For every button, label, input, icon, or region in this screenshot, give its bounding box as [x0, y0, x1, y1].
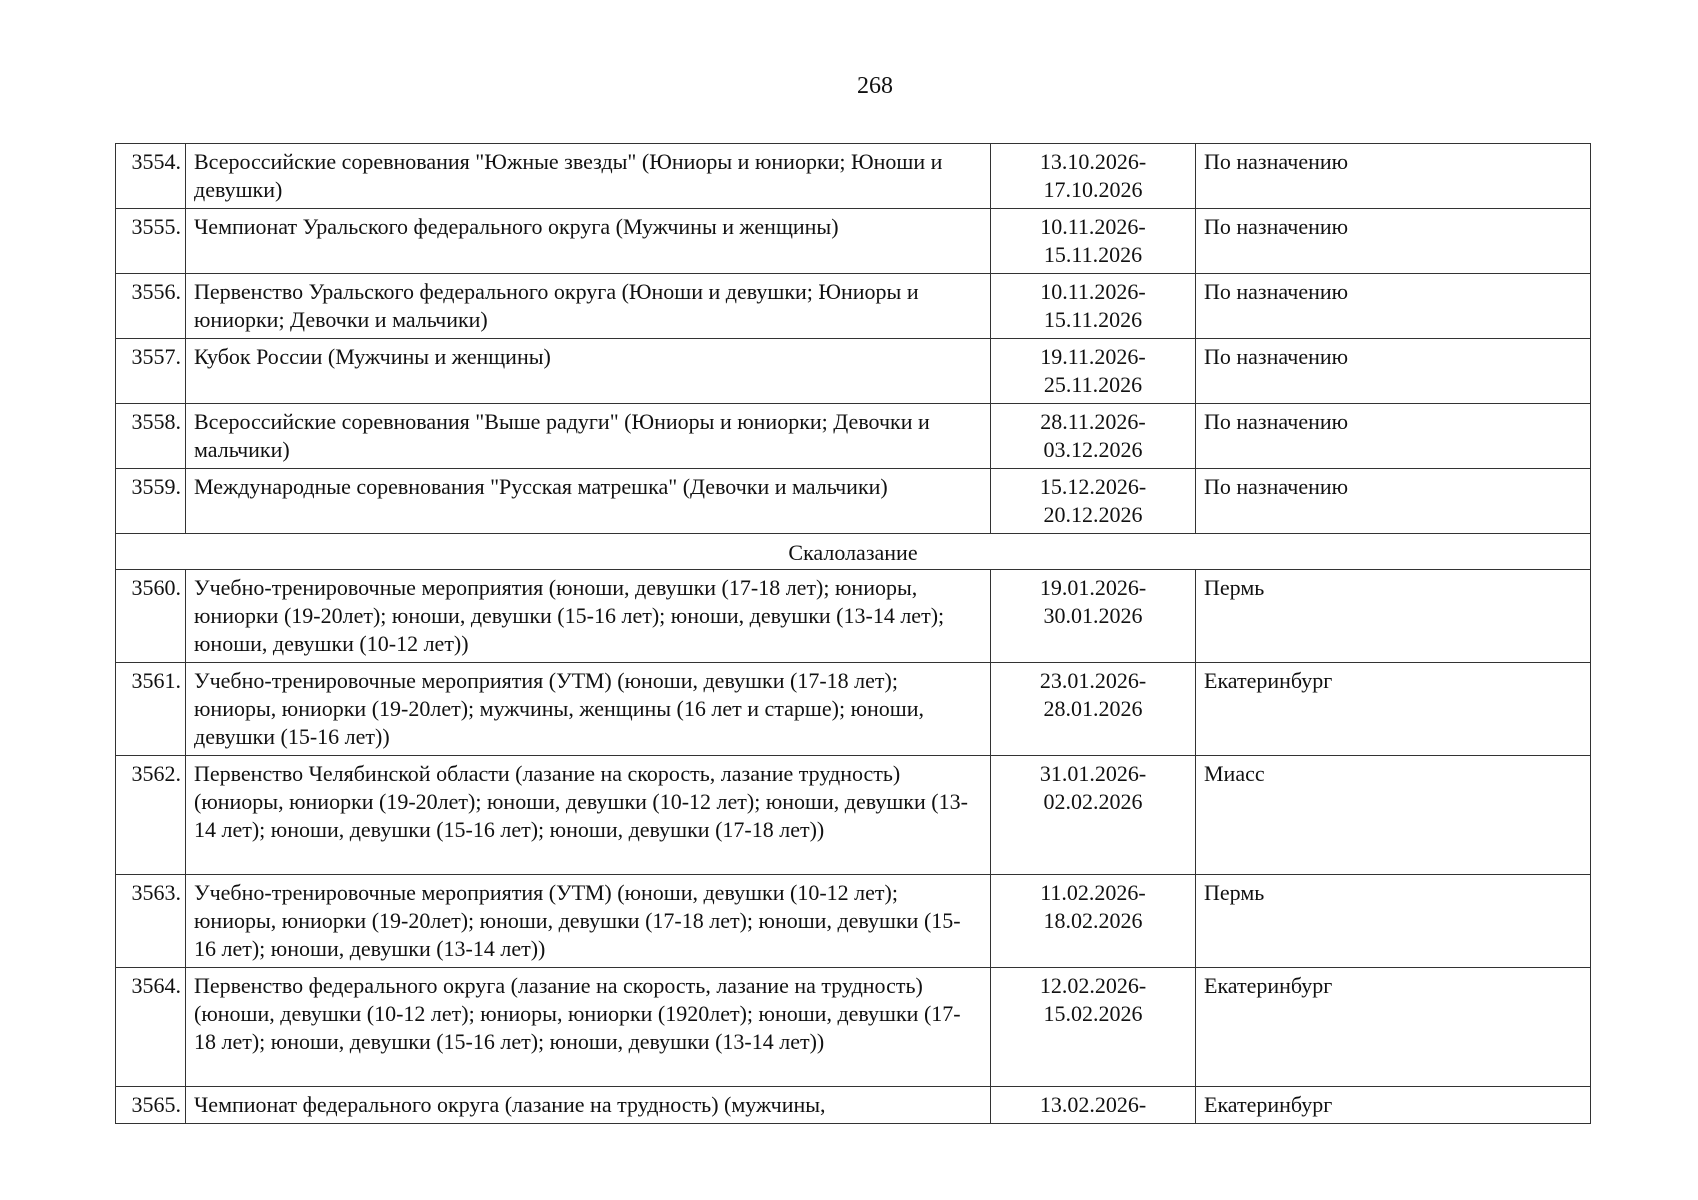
event-name: Всероссийские соревнования "Южные звезды" (Юниоры и юниорки; Юноши и девушки) — [186, 144, 991, 209]
table-row — [116, 663, 1591, 756]
table-row — [116, 875, 1591, 968]
event-dates — [991, 663, 1196, 756]
table-row — [116, 570, 1591, 663]
row-number: 3556. — [116, 274, 186, 339]
event-dates — [991, 875, 1196, 968]
event-dates — [991, 209, 1196, 274]
event-place: По назначению — [1196, 404, 1591, 469]
row-number: 3565. — [116, 1087, 186, 1124]
event-dates — [991, 274, 1196, 339]
table-row — [116, 339, 1591, 404]
event-name: Чемпионат федерального округа (лазание на трудность) (мужчины, — [186, 1087, 991, 1124]
date-end: 03.12.2026 — [1043, 437, 1143, 462]
date-start: 13.02.2026- — [1039, 1092, 1147, 1117]
event-name: Международные соревнования "Русская матрешка" (Девочки и мальчики) — [186, 469, 991, 534]
event-dates — [991, 570, 1196, 663]
event-place: По назначению — [1196, 274, 1591, 339]
event-name: Учебно-тренировочные мероприятия (УТМ) (юноши, девушки (10-12 лет); юниоры, юниорки (19-20лет); юноши, девушки (17-18 лет); юноши, девушки (15-16 лет); юноши, девушки (13-14 лет)) — [186, 875, 991, 968]
event-name: Кубок России (Мужчины и женщины) — [186, 339, 991, 404]
date-end: 25.11.2026 — [1043, 372, 1143, 397]
date-end: 18.02.2026 — [1043, 908, 1143, 933]
event-dates — [991, 469, 1196, 534]
date-start: 10.11.2026- — [1040, 279, 1146, 304]
event-place: По назначению — [1196, 469, 1591, 534]
date-start: 19.01.2026- — [1039, 575, 1147, 600]
event-dates — [991, 404, 1196, 469]
section-row — [116, 534, 1591, 570]
row-number: 3559. — [116, 469, 186, 534]
row-number: 3555. — [116, 209, 186, 274]
date-start: 28.11.2026- — [1040, 409, 1146, 434]
section-title: Скалолазание — [116, 534, 1591, 570]
date-end: 15.02.2026 — [1043, 1001, 1143, 1026]
table-row — [116, 144, 1591, 209]
row-number: 3554. — [116, 144, 186, 209]
table-row — [116, 274, 1591, 339]
row-number: 3557. — [116, 339, 186, 404]
date-start: 19.11.2026- — [1040, 344, 1146, 369]
row-number: 3560. — [116, 570, 186, 663]
table-row — [116, 1087, 1591, 1124]
row-number: 3563. — [116, 875, 186, 968]
event-place: Екатеринбург — [1196, 663, 1591, 756]
event-dates — [991, 1087, 1196, 1124]
date-end: 02.02.2026 — [1043, 789, 1143, 814]
event-name: Учебно-тренировочные мероприятия (юноши, девушки (17-18 лет); юниоры, юниорки (19-20лет); юноши, девушки (15-16 лет); юноши, девушки (13-14 лет); юноши, девушки (10-12 лет)) — [186, 570, 991, 663]
date-end: 17.10.2026 — [1043, 177, 1143, 202]
date-end: 15.11.2026 — [1043, 242, 1143, 267]
event-name: Первенство Челябинской области (лазание на скорость, лазание трудность) (юниоры, юниорки (19-20лет); юноши, девушки (10-12 лет); юноши, девушки (13-14 лет); юноши, девушки (15-16 лет); юноши, девушки (17-18 лет)) — [186, 756, 991, 875]
event-place: Екатеринбург — [1196, 968, 1591, 1087]
row-number: 3558. — [116, 404, 186, 469]
event-place: Пермь — [1196, 570, 1591, 663]
row-number: 3561. — [116, 663, 186, 756]
date-start: 23.01.2026- — [1039, 668, 1147, 693]
page-number: 268 — [857, 73, 893, 99]
event-name: Первенство Уральского федерального округа (Юноши и девушки; Юниоры и юниорки; Девочки и мальчики) — [186, 274, 991, 339]
event-dates — [991, 968, 1196, 1087]
date-start: 11.02.2026- — [1040, 880, 1146, 905]
table-row — [116, 209, 1591, 274]
row-number: 3562. — [116, 756, 186, 875]
date-start: 13.10.2026- — [1039, 149, 1147, 174]
table-row — [116, 756, 1591, 875]
date-end: 28.01.2026 — [1043, 696, 1143, 721]
event-dates — [991, 339, 1196, 404]
event-place: По назначению — [1196, 339, 1591, 404]
event-name: Учебно-тренировочные мероприятия (УТМ) (юноши, девушки (17-18 лет); юниоры, юниорки (19-20лет); мужчины, женщины (16 лет и старше); юноши, девушки (15-16 лет)) — [186, 663, 991, 756]
table-row — [116, 968, 1591, 1087]
event-name: Чемпионат Уральского федерального округа (Мужчины и женщины) — [186, 209, 991, 274]
event-name: Первенство федерального округа (лазание на скорость, лазание на трудность) (юноши, девушки (10-12 лет); юниоры, юниорки (1920лет); юноши, девушки (17-18 лет); юноши, девушки (15-16 лет); юноши, девушки (13-14 лет)) — [186, 968, 991, 1087]
event-place: По назначению — [1196, 209, 1591, 274]
date-start: 12.02.2026- — [1039, 973, 1147, 998]
event-dates — [991, 756, 1196, 875]
date-start: 31.01.2026- — [1039, 761, 1147, 786]
date-end: 30.01.2026 — [1043, 603, 1143, 628]
events-table — [115, 143, 1591, 1124]
event-place: Екатеринбург — [1196, 1087, 1591, 1124]
event-place: Пермь — [1196, 875, 1591, 968]
row-number: 3564. — [116, 968, 186, 1087]
table-row — [116, 469, 1591, 534]
table-row — [116, 404, 1591, 469]
event-place: Миасс — [1196, 756, 1591, 875]
event-place: По назначению — [1196, 144, 1591, 209]
date-end: 20.12.2026 — [1043, 502, 1143, 527]
event-name: Всероссийские соревнования "Выше радуги" (Юниоры и юниорки; Девочки и мальчики) — [186, 404, 991, 469]
event-dates — [991, 144, 1196, 209]
date-start: 10.11.2026- — [1040, 214, 1146, 239]
date-end: 15.11.2026 — [1043, 307, 1143, 332]
date-start: 15.12.2026- — [1039, 474, 1147, 499]
